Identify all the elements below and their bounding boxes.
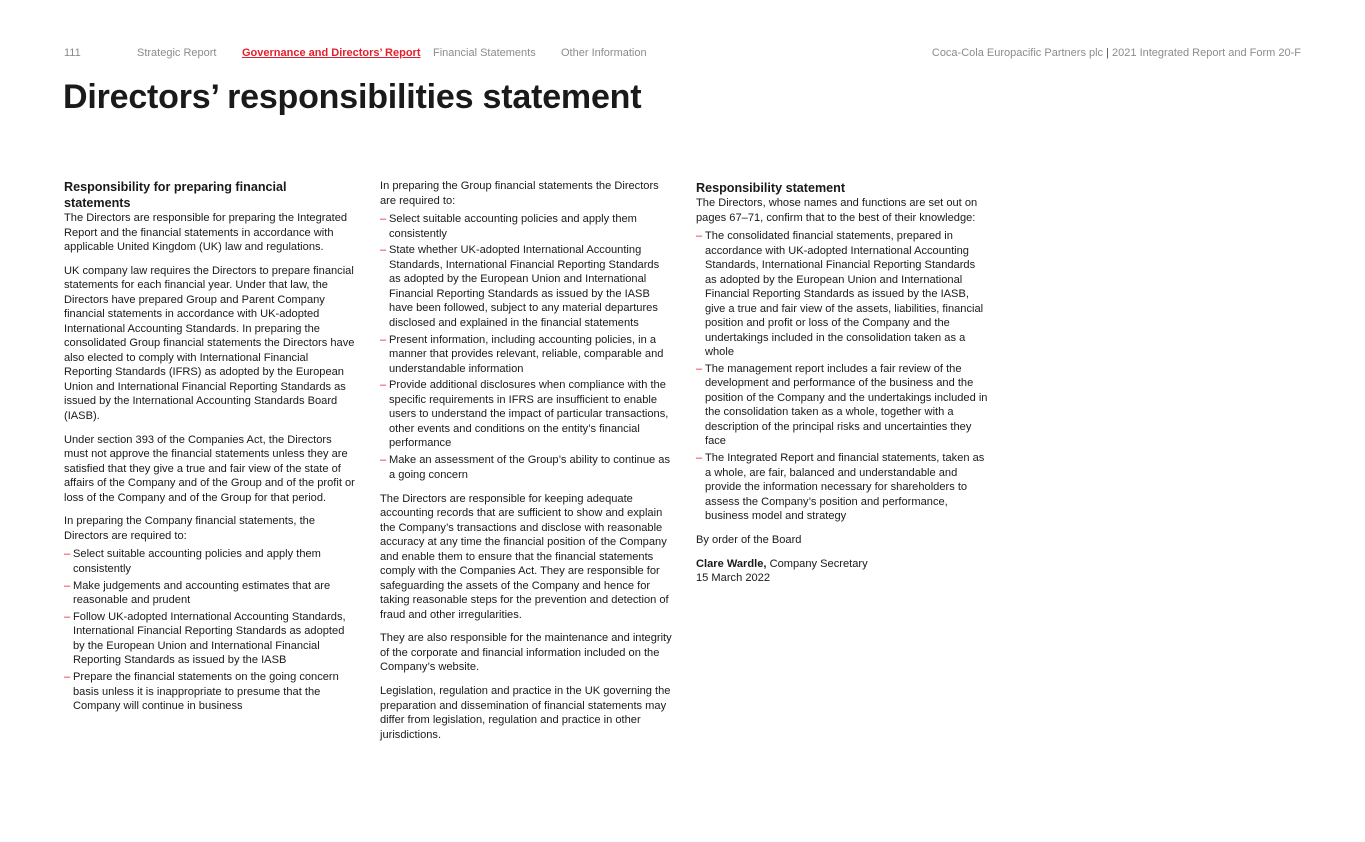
nav-link-strategic-report[interactable]: Strategic Report <box>137 47 217 59</box>
report-identifier <box>932 47 1301 59</box>
column-responsibility-statement <box>696 179 988 586</box>
signer-name: Clare Wardle, <box>696 557 767 570</box>
paragraph: The Directors are responsible for keeping adequate accounting records that are sufficient to show and explain the Company’s transactions and disclose with reasonable accuracy at any time the financial position of the Company and enable them to ensure that the financial statements comply with the Companies Act. They are responsible for safeguarding the assets of the Company and hence for taking reasonable steps for the prevention and detection of fraud and other irregularities. <box>380 492 669 621</box>
nav-link-governance-report[interactable]: Governance and Directors’ Report <box>242 47 421 59</box>
page-title: Directors’ responsibilities statement <box>63 78 642 116</box>
list-item: – Make judgements and accounting estimates that are reasonable and prudent <box>64 579 356 608</box>
list-item: – Select suitable accounting policies and apply them consistently <box>380 212 672 241</box>
signature-date: 15 March 2022 <box>696 572 771 585</box>
list-item: – Prepare the financial statements on the going concern basis unless it is inappropriate to presume that the Company will continue in business <box>64 670 356 714</box>
list-item: – The Integrated Report and financial statements, taken as a whole, are fair, balanced and understandable and provide the information necessary for shareholders to assess the Company’s position and performance, business model and strategy <box>696 451 988 524</box>
list-item: – Provide additional disclosures when compliance with the specific requirements in IFRS are insufficient to enable users to understand the impact of particular transactions, other events and conditions on the entity’s financial performance <box>380 378 672 451</box>
top-navigation <box>0 47 1365 63</box>
confirmation-list <box>696 229 988 524</box>
column-preparing-financial-statements <box>64 179 356 723</box>
signer-role: Company Secretary <box>769 557 868 570</box>
nav-link-financial-statements[interactable]: Financial Statements <box>433 47 536 59</box>
report-name: 2021 Integrated Report and Form 20-F <box>1112 47 1301 59</box>
list-item: – Make an assessment of the Group’s ability to continue as a going concern <box>380 453 672 482</box>
list-item: – Present information, including accounting policies, in a manner that provides relevant, reliable, comparable and understandable information <box>380 333 672 377</box>
paragraph: UK company law requires the Directors to prepare financial statements for each financial year. Under that law, the Directors have prepared Group and Parent Company financial statements in accordance with UK-adopted International Accounting Standards. In preparing the consolidated Group financial statements the Directors have also elected to comply with International Financial Reporting Standards (IFRS) as adopted by the European Union and International Financial Reporting Standards as issued by the International Accounting Standards Board (IASB). <box>64 264 355 422</box>
page-number: 111 <box>64 47 81 59</box>
list-item: – State whether UK-adopted International Accounting Standards, International Financial Reporting Standards as adopted by the European Union and International Financial Reporting Standards as issued by the IASB have been followed, subject to any material departures disclosed and explained in the financial statements <box>380 243 672 330</box>
company-name: Coca-Cola Europacific Partners plc <box>931 47 1104 59</box>
separator: | <box>1106 47 1109 59</box>
requirements-list <box>64 547 356 713</box>
list-item: – The consolidated financial statements, prepared in accordance with UK-adopted International Accounting Standards, International Financial Reporting Standards as adopted by the European Union and International Financial Reporting Standards as issued by the IASB, give a true and fair view of the assets, liabilities, financial position and profit or loss of the Company and the undertakings included in the consolidation taken as a whole <box>696 229 988 360</box>
board-order: By order of the Board <box>696 534 802 547</box>
list-item: – Follow UK-adopted International Accounting Standards, International Financial Reporting Standards as adopted by the European Union and International Financial Reporting Standards as issued by the IASB <box>64 610 356 668</box>
requirements-list <box>380 212 672 482</box>
nav-link-other-information[interactable]: Other Information <box>561 47 647 59</box>
signature-block <box>696 557 988 586</box>
paragraph: The Directors are responsible for preparing the Integrated Report and the financial statements in accordance with applicable United Kingdom (UK) law and regulations. <box>64 212 348 253</box>
paragraph: In preparing the Company financial statements, the Directors are required to: <box>64 515 315 542</box>
section-heading: Responsibility statement <box>696 181 846 195</box>
paragraph: In preparing the Group financial statements the Directors are required to: <box>380 180 659 207</box>
list-item: – The management report includes a fair review of the development and performance of the business and the position of the Company and the undertakings included in the consolidation taken as a whole, together with a description of the principal risks and uncertainties they face <box>696 362 988 449</box>
paragraph: The Directors, whose names and functions are set out on pages 67–71, confirm that to the best of their knowledge: <box>696 197 978 224</box>
section-heading: Responsibility for preparing financial statements <box>64 180 287 210</box>
paragraph: Legislation, regulation and practice in the UK governing the preparation and dissemination of financial statements may differ from legislation, regulation and practice in other jurisdictions. <box>380 685 671 741</box>
paragraph: They are also responsible for the maintenance and integrity of the corporate and financial information included on the Company’s website. <box>380 632 672 674</box>
paragraph: Under section 393 of the Companies Act, the Directors must not approve the financial statements unless they are satisfied that they give a true and fair view of the state of affairs of the Company and of the Group and of the profit or loss of the Company and of the Group for that period. <box>64 433 355 504</box>
column-group-requirements <box>380 179 672 752</box>
list-item: – Select suitable accounting policies and apply them consistently <box>64 547 356 576</box>
